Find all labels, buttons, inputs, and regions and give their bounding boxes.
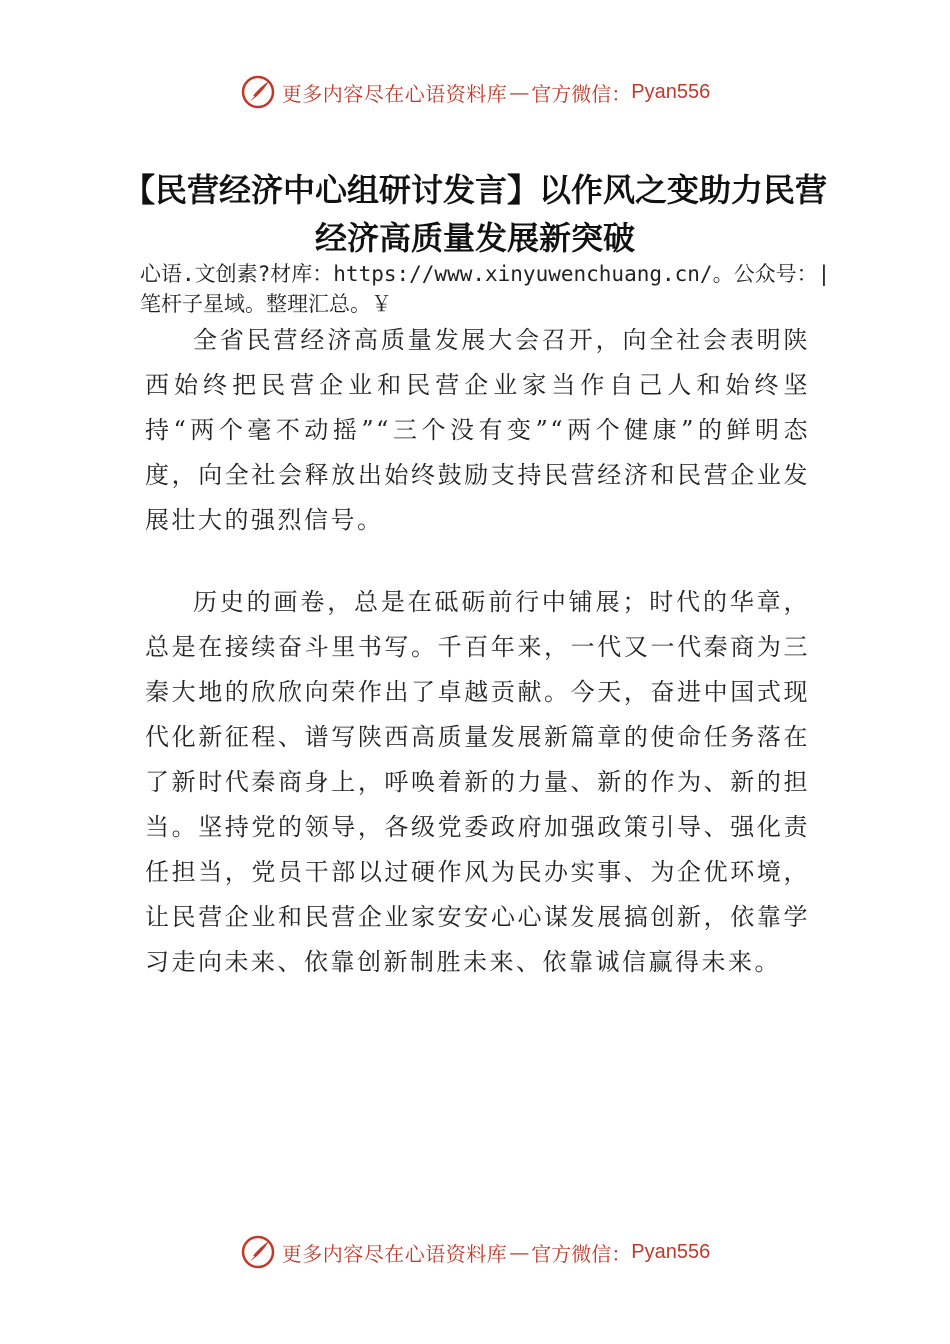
promo-text: 更多内容尽在心语资料库	[281, 1241, 508, 1266]
body-paragraph-1: 全省民营经济高质量发展大会召开，向全社会表明陕西始终把民营企业和民营企业家当作自己人和始终坚持“两个毫不动摇”“三个没有变”“两个健康”的鲜明态度，向全社会释放出始终鼓励支持民营经济和民营企业发展壮大的强烈信号。	[145, 326, 810, 534]
separator-dash: —	[509, 80, 530, 104]
header-banner	[0, 70, 950, 114]
source-note: 心语.文创素?材库：https://www.xinyuwenchuang.cn/。公众号：|笔杆子星域。整理汇总。￥	[140, 262, 831, 316]
wechat-id: Pyan556	[631, 1240, 711, 1263]
document-title: 【民营经济中心组研讨发言】以作风之变助力民营经济高质量发展新突破	[122, 171, 827, 257]
wechat-id: Pyan556	[631, 80, 711, 103]
wechat-label: 官方微信：	[531, 81, 632, 106]
quill-pen-logo-icon	[240, 1234, 276, 1270]
footer-banner	[0, 1230, 950, 1274]
quill-pen-logo-icon	[240, 74, 276, 110]
wechat-label: 官方微信：	[531, 1241, 632, 1266]
body-paragraph-2: 历史的画卷，总是在砥砺前行中铺展；时代的华章，总是在接续奋斗里书写。千百年来，一代又一代秦商为三秦大地的欣欣向荣作出了卓越贡献。今天，奋进中国式现代化新征程、谱写陕西高质量发展新篇章的使命任务落在了新时代秦商身上，呼唤着新的力量、新的作为、新的担当。坚持党的领导，各级党委政府加强政策引导、强化责任担当，党员干部以过硬作风为民办实事、为企优环境，让民营企业和民营企业家安安心心谋发展搞创新，依靠学习走向未来、依靠创新制胜未来、依靠诚信赢得未来。	[145, 588, 810, 976]
separator-dash: —	[509, 1240, 530, 1264]
promo-text: 更多内容尽在心语资料库	[281, 81, 508, 106]
